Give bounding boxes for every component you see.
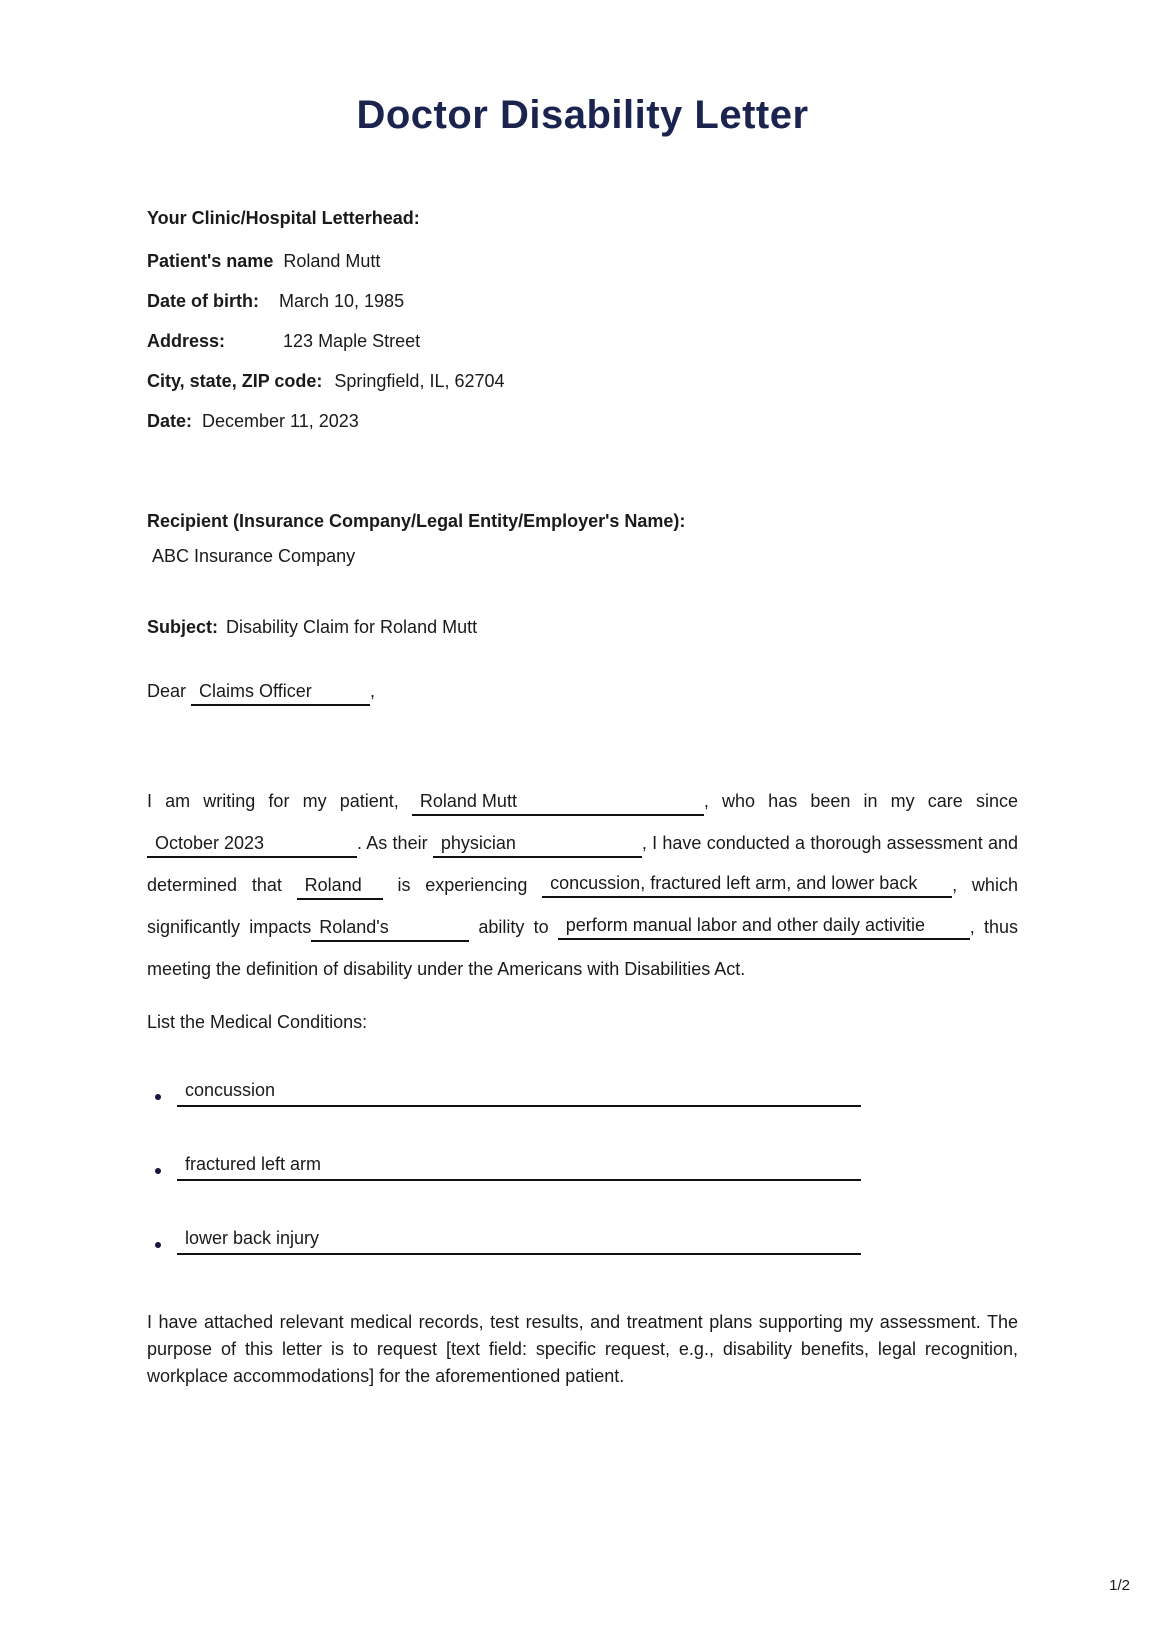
patient-info-row [147, 251, 1018, 273]
patient-name-field[interactable]: Roland Mutt [412, 790, 704, 816]
patient-name-label: Patient's name [147, 251, 274, 271]
body-segment-6: , which significantly impacts [147, 875, 1018, 937]
subject-line [147, 617, 1018, 638]
patient-info-section [147, 251, 1018, 433]
subject-label: Subject: [147, 617, 219, 637]
conditions-list [147, 1079, 1018, 1255]
address-label: Address: [147, 331, 226, 351]
condition-field[interactable]: concussion [177, 1079, 861, 1107]
condition-item-row [155, 1153, 1018, 1181]
body-segment-5: is experiencing [397, 875, 528, 895]
page-title: Doctor Disability Letter [356, 93, 809, 137]
recipient-heading: Recipient (Insurance Company/Legal Entity/Employer's Name): [147, 511, 686, 531]
patient-info-row [147, 411, 1018, 433]
date-value[interactable]: December 11, 2023 [202, 411, 359, 431]
body-segment-4: , I have conducted a thorough assessment and determined that [147, 833, 1018, 895]
salutation [147, 680, 1018, 706]
city-state-zip-label: City, state, ZIP code: [147, 371, 323, 391]
provider-role-field[interactable]: physician [433, 832, 642, 858]
address-value[interactable]: 123 Maple Street [283, 331, 421, 351]
condition-field[interactable]: fractured left arm [177, 1153, 861, 1181]
page-number: 1/2 [1109, 1577, 1130, 1594]
patient-name-value[interactable]: Roland Mutt [283, 251, 381, 271]
patient-info-row [147, 291, 1018, 313]
salutation-prefix: Dear [147, 681, 187, 701]
body-segment-1: I am writing for my patient, [147, 791, 399, 811]
patient-info-row [147, 331, 1018, 353]
patient-possessive-field[interactable]: Roland's [311, 916, 469, 942]
bullet-icon [155, 1168, 161, 1174]
body-segment-2: , who has been in my care since [703, 791, 1018, 811]
closing-paragraph: I have attached relevant medical records, test results, and treatment plans supporting my assessment. The purpose of this letter is to request [text field: specific request, e.g., disability benefits, legal recognition, workplace accommodations] for the aforementioned patient. [147, 1312, 1018, 1386]
date-label: Date: [147, 411, 193, 431]
patient-info-row [147, 371, 1018, 393]
recipient-value[interactable]: ABC Insurance Company [152, 546, 356, 566]
conditions-heading: List the Medical Conditions: [147, 1012, 368, 1032]
body-segment-7: ability to [478, 917, 549, 937]
bullet-icon [155, 1242, 161, 1248]
condition-item-row [155, 1079, 1018, 1107]
body-paragraph [147, 780, 1018, 990]
letterhead-label: Your Clinic/Hospital Letterhead: [147, 208, 420, 228]
body-segment-3: . As their [357, 833, 428, 853]
salutation-comma: , [370, 681, 376, 701]
condition-field[interactable]: lower back injury [177, 1227, 861, 1255]
impact-field[interactable]: perform manual labor and other daily activitie [558, 914, 970, 940]
recipient-name-field[interactable]: Claims Officer [191, 680, 370, 706]
date-of-birth-label: Date of birth: [147, 291, 259, 311]
date-of-birth-value[interactable]: March 10, 1985 [279, 291, 405, 311]
city-state-zip-value[interactable]: Springfield, IL, 62704 [334, 371, 505, 391]
subject-value[interactable]: Disability Claim for Roland Mutt [226, 617, 478, 637]
conditions-field[interactable]: concussion, fractured left arm, and lower back [542, 872, 952, 898]
care-start-field[interactable]: October 2023 [147, 832, 357, 858]
bullet-icon [155, 1094, 161, 1100]
patient-first-name-field[interactable]: Roland [297, 874, 383, 900]
body-segment-8: , thus meeting the definition of disability under the Americans with Disabilities Act. [147, 917, 1018, 979]
condition-item-row [155, 1227, 1018, 1255]
